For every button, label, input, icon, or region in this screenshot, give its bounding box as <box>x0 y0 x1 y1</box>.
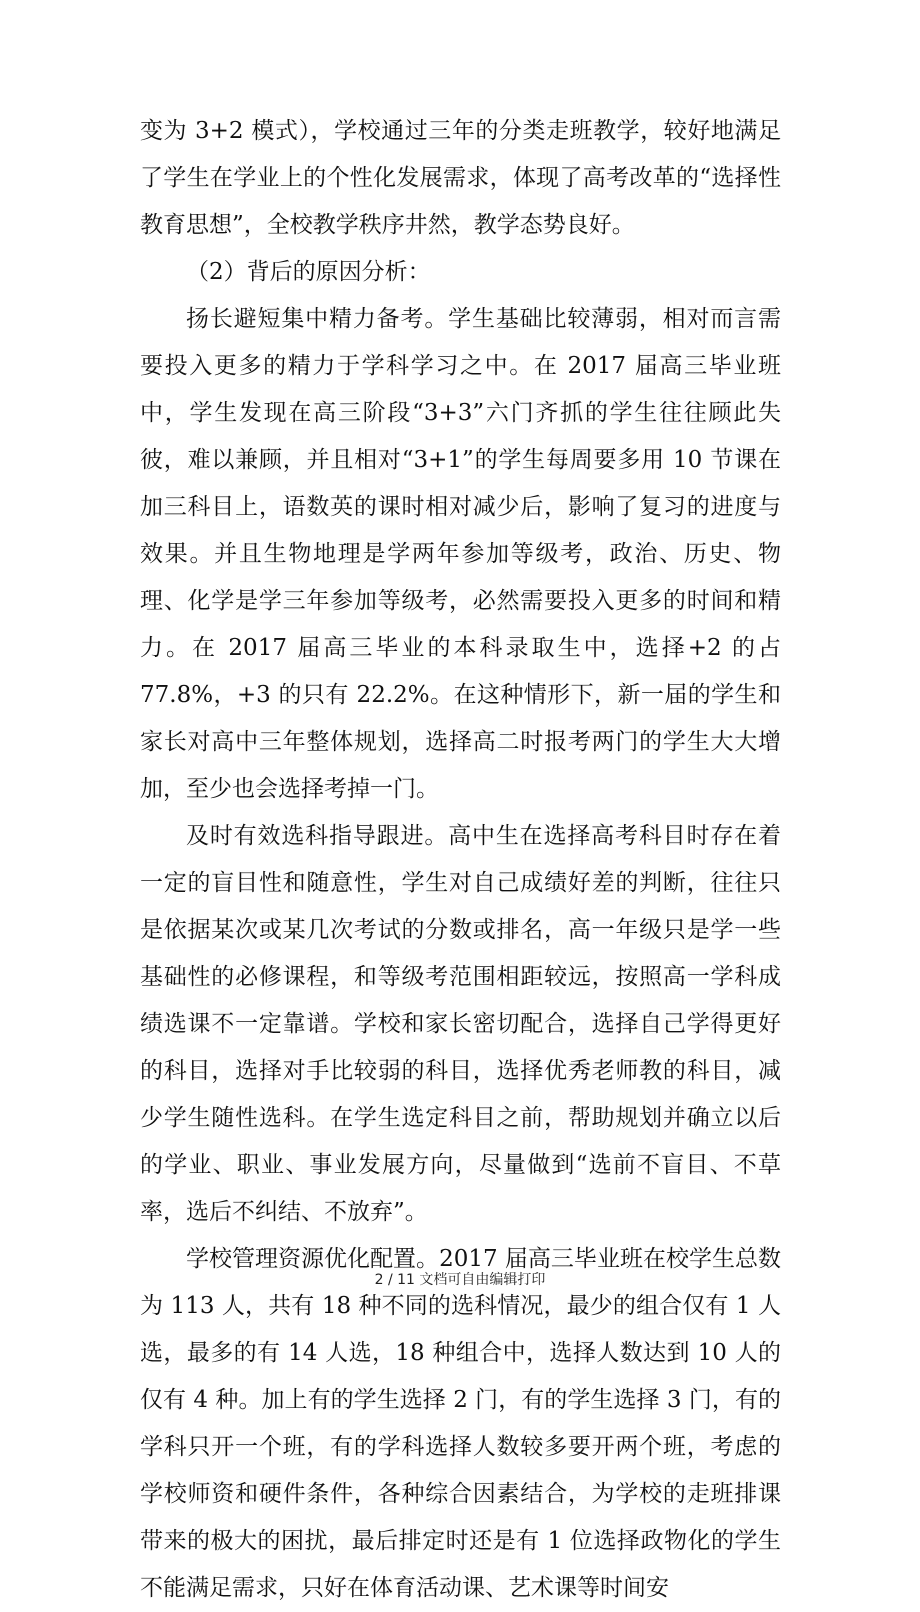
paragraph-subject-guidance: 及时有效选科指导跟进。高中生在选择高考科目时存在着一定的盲目性和随意性，学生对自己成绩好差的判断，往往只是依据某次或某几次考试的分数或排名，高一年级只是学一些基础性的必修课程，和等级考范围相距较远，按照高一学科成绩选课不一定靠谱。学校和家长密切配合，选择自己学得更好的科目，选择对手比较弱的科目，选择优秀老师教的科目，减少学生随性选科。在学生选定科目之前，帮助规划并确立以后的学业、职业、事业发展方向，尽量做到“选前不盲目、不草率，选后不纠结、不放弃”。 <box>140 823 781 1225</box>
paragraph-exam-focus: 扬长避短集中精力备考。学生基础比较薄弱，相对而言需要投入更多的精力于学科学习之中。在 2017 届高三毕业班中，学生发现在高三阶段“3+3”六门齐抓的学生往往顾此失彼，难以兼顾，并且相对“3+1”的学生每周要多用 10 节课在加三科目上，语数英的课时相对减少后，影响了复习的进度与效果。并且生物地理是学两年参加等级考，政治、历史、物理、化学是学三年参加等级考，必然需要投入更多的时间和精力。在 2017 届高三毕业的本科录取生中，选择+2 的占 77.8%，+3 的只有 22.2%。在这种情形下，新一届的学生和家长对高中三年整体规划，选择高二时报考两门的学生大大增加，至少也会选择考掉一门。 <box>140 306 781 802</box>
body-text <box>140 108 781 1612</box>
page-footer: 2 / 11 文档可自由编辑打印 <box>374 1272 546 1288</box>
paragraph-continuation: 变为 3+2 模式），学校通过三年的分类走班教学，较好地满足了学生在学业上的个性化发展需求，体现了高考改革的“选择性教育思想”，全校教学秩序井然，教学态势良好。 <box>140 118 781 238</box>
paragraph-resource-allocation: 学校管理资源优化配置。2017 届高三毕业班在校学生总数为 113 人，共有 18 种不同的选科情况，最少的组合仅有 1 人选，最多的有 14 人选，18 种组合中，选择人数达到 10 人的仅有 4 种。加上有的学生选择 2 门，有的学生选择 3 门，有的学科只开一个班，有的学科选择人数较多要开两个班，考虑的学校师资和硬件条件，各种综合因素结合，为学校的走班排课带来的极大的困扰，最后排定时还是有 1 位选择政物化的学生不能满足需求，只好在体育活动课、艺术课等时间安 <box>140 1246 781 1601</box>
section-heading: （2）背后的原因分析： <box>186 259 431 285</box>
